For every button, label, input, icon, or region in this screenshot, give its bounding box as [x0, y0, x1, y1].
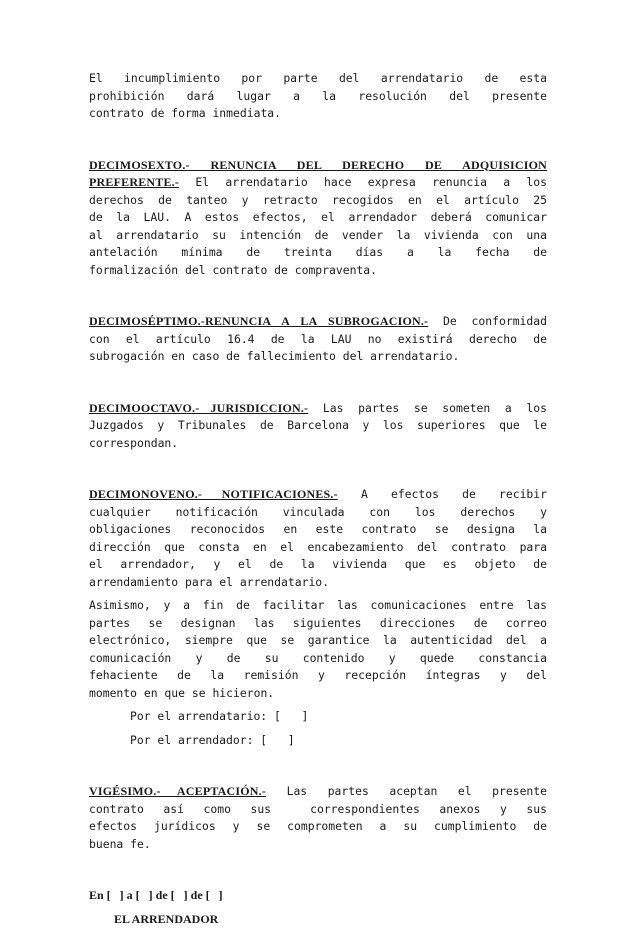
text-line: de la LAU. A estos efectos, el arrendador deberá comunicar: [89, 209, 547, 227]
text-line: antelación mínima de treinta días a la fecha de: [89, 244, 547, 262]
text-line: El arrendatario hace expresa renuncia a los: [179, 175, 547, 189]
text-line: comunicación y de su contenido y quede constancia: [89, 650, 547, 668]
text-line: Las partes se someten a los: [308, 401, 547, 415]
text-line: De conformidad: [428, 314, 547, 328]
text-line: subrogación en caso de fallecimiento del arrendatario.: [89, 348, 547, 366]
text-line: momento en que se hicieron.: [89, 685, 547, 703]
clause-decimoseptimo: [89, 313, 547, 366]
text-line: Juzgados y Tribunales de Barcelona y los superiores que le: [89, 417, 547, 435]
clause-vigesimo: [89, 783, 547, 853]
clause-decimooctavo: [89, 400, 547, 453]
text-line: fehaciente de la remisión y recepción íntegras y del: [89, 667, 547, 685]
closing-block: [89, 887, 547, 928]
text-line: Las partes aceptan el presente: [266, 784, 547, 798]
text-line: partes se designan las siguientes direcciones de correo: [89, 615, 547, 633]
text-line: arrendamiento para el arrendatario.: [89, 574, 547, 592]
text-line: el arrendador, y el de la vivienda que es objeto de: [89, 556, 547, 574]
paragraph-prohibition: [89, 70, 547, 123]
clause-heading: DECIMONOVENO.- NOTIFICACIONES.-: [89, 487, 338, 501]
text-line: obligaciones reconocidos en este contrato se designa la: [89, 521, 547, 539]
text-line: contrato así como sus correspondientes anexos y sus: [89, 801, 547, 819]
email-line-arrendador: Por el arrendador: [ ]: [89, 732, 547, 750]
text-line: derechos de tanteo y retracto recogidos en el artículo 25: [89, 192, 547, 210]
text-line: con el artículo 16.4 de la LAU no existirá derecho de: [89, 331, 547, 349]
document-page: [89, 70, 547, 928]
text-line: dirección que consta en el encabezamiento del contrato para: [89, 539, 547, 557]
clause-heading: PREFERENTE.-: [89, 175, 179, 189]
text-line: A efectos de recibir: [338, 487, 547, 501]
text-line: Asimismo, y a fin de facilitar las comunicaciones entre las: [89, 597, 547, 615]
clause-decimonoveno: [89, 486, 547, 749]
text-line: electrónico, siempre que se garantice la autenticidad del a: [89, 632, 547, 650]
text-line: efectos jurídicos y se comprometen a su cumplimiento de: [89, 818, 547, 836]
signature-date: En [ ] a [ ] de [ ] de [ ]: [89, 887, 547, 905]
email-line-arrendatario: Por el arrendatario: [ ]: [89, 708, 547, 726]
text-line: correspondan.: [89, 435, 547, 453]
clause-heading: DECIMOOCTAVO.- JURISDICCION.-: [89, 401, 308, 415]
text-line: formalización del contrato de compraventa.: [89, 262, 547, 280]
clause-heading: VIGÉSIMO.- ACEPTACIÓN.-: [89, 784, 266, 798]
text-line: buena fe.: [89, 836, 547, 854]
clause-heading: DECIMOSEXTO.- RENUNCIA DEL DERECHO DE ADQUISICION: [89, 158, 547, 172]
text-line: prohibición dará lugar a la resolución del presente: [89, 88, 547, 106]
signer-label: EL ARRENDADOR: [89, 911, 547, 928]
text-line: cualquier notificación vinculada con los derechos y: [89, 504, 547, 522]
clause-heading: DECIMOSÉPTIMO.-RENUNCIA A LA SUBROGACION.-: [89, 314, 428, 328]
text-line: al arrendatario su intención de vender la vivienda con una: [89, 227, 547, 245]
clause-decimosexto: [89, 157, 547, 280]
text-line: contrato de forma inmediata.: [89, 105, 547, 123]
text-line: El incumplimiento por parte del arrendatario de esta: [89, 70, 547, 88]
